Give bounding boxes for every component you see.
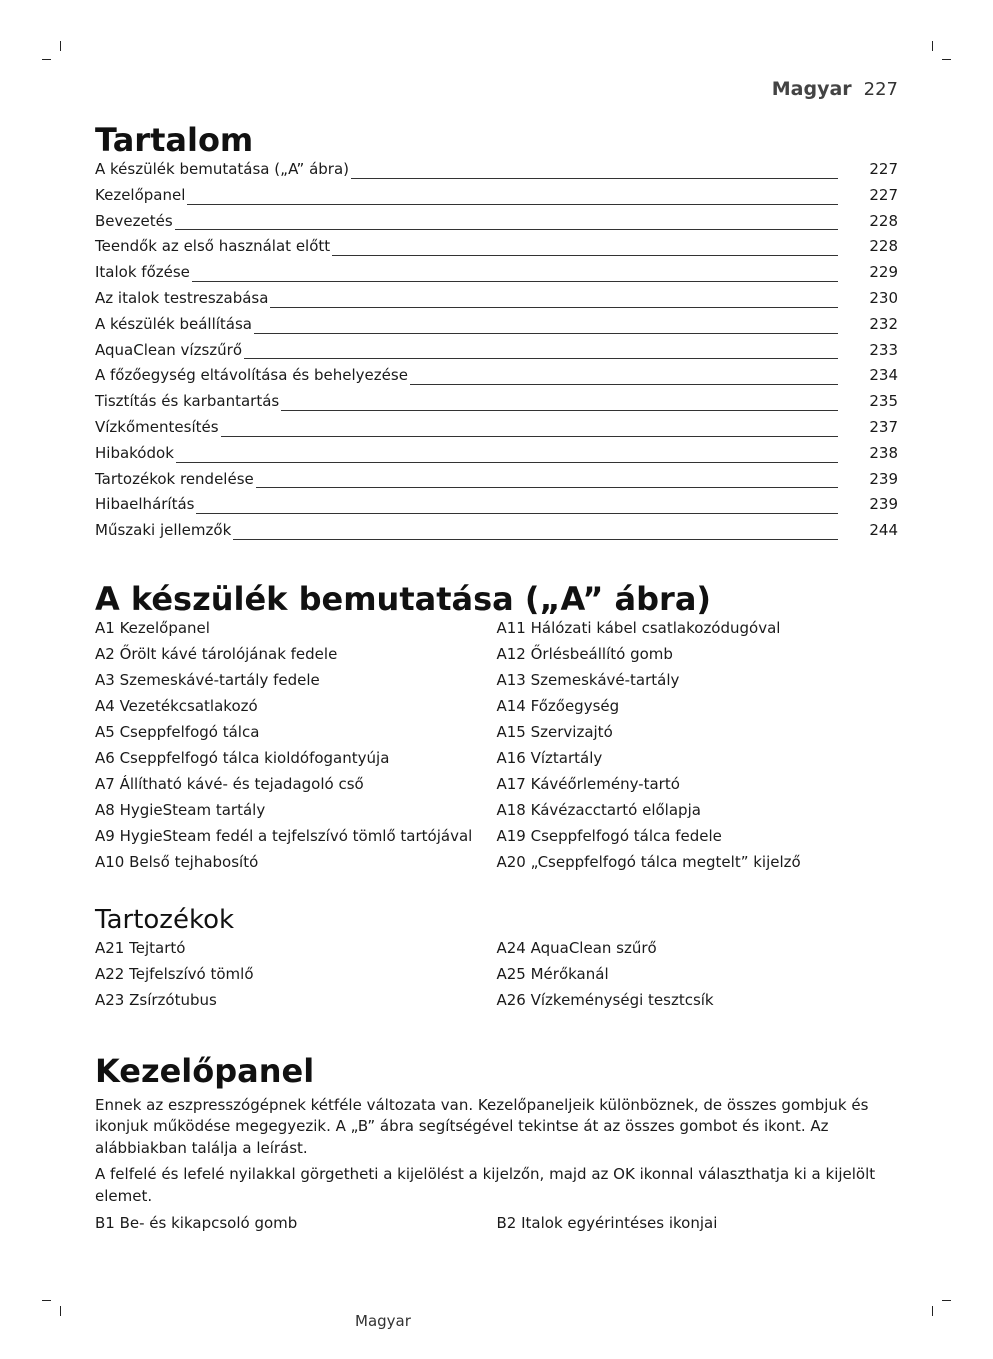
toc-entry-page: 238 xyxy=(869,443,898,462)
header-page-number: 227 xyxy=(863,79,898,100)
toc-entry-label: AquaClean vízszűrő xyxy=(95,340,243,359)
crop-mark xyxy=(932,1306,933,1316)
accessories-left-column xyxy=(95,937,497,1015)
toc-entry-label: Hibaelhárítás xyxy=(95,495,195,514)
accessories-right-column xyxy=(497,937,899,1015)
overview-item: A12 Őrlésbeállító gomb xyxy=(496,644,673,663)
toc-title: Tartalom xyxy=(95,121,254,159)
toc-leader-line xyxy=(233,538,838,540)
toc-entry xyxy=(95,444,898,470)
control-panel-paragraph-1: Ennek az eszpresszógépnek kétféle változata van. Kezelőpaneljeik különböznek, de összes gombjuk és ikonjuk működése megegyezik. A „B” ábra segítségével tekintse át az összes gombot és ikont. Az alábbiakban találja a leírást. xyxy=(95,1095,869,1157)
overview-item: A7 Állítható kávé- és tejadagoló cső xyxy=(95,774,364,793)
overview-left-column xyxy=(95,617,497,877)
toc-entry-label: Kezelőpanel xyxy=(95,185,186,204)
accessory-item: A24 AquaClean szűrő xyxy=(496,938,657,957)
toc-entry-label: A készülék beállítása xyxy=(95,314,252,333)
toc-entry-page: 235 xyxy=(869,392,898,411)
toc-leader-line xyxy=(351,177,838,179)
toc-leader-line xyxy=(192,280,838,282)
toc-leader-line xyxy=(176,461,838,463)
overview-item: A19 Cseppfelfogó tálca fedele xyxy=(496,826,722,845)
toc-entry xyxy=(95,366,898,392)
toc-entry-page: 239 xyxy=(869,495,898,514)
toc-entry-page: 234 xyxy=(869,366,898,385)
toc-entry-page: 237 xyxy=(869,417,898,436)
toc-entry-label: Tisztítás és karbantartás xyxy=(95,392,280,411)
toc-entry-page: 229 xyxy=(869,263,898,282)
table-of-contents xyxy=(95,160,898,547)
control-panel-item: B2 Italok egyérintéses ikonjai xyxy=(496,1214,718,1233)
toc-entry-page: 228 xyxy=(869,237,898,256)
overview-item: A20 „Cseppfelfogó tálca megtelt” kijelző xyxy=(496,852,801,871)
overview-item: A16 Víztartály xyxy=(496,748,603,767)
toc-leader-line xyxy=(221,435,838,437)
control-panel-paragraph-2: A felfelé és lefelé nyilakkal görgetheti a kijelölést a kijelzőn, majd az OK ikonnal választhatja ki a kijelölt elemet. xyxy=(95,1165,876,1205)
toc-entry xyxy=(95,495,898,521)
control-panel-item: B1 Be- és kikapcsoló gomb xyxy=(95,1214,298,1233)
toc-leader-line xyxy=(332,254,838,256)
overview-item: A1 Kezelőpanel xyxy=(95,618,210,637)
toc-entry-page: 227 xyxy=(869,160,898,178)
toc-entry-label: Italok főzése xyxy=(95,263,190,282)
overview-item: A11 Hálózati kábel csatlakozódugóval xyxy=(496,618,781,637)
toc-leader-line xyxy=(175,228,838,230)
toc-leader-line xyxy=(187,203,838,205)
header-language: Magyar xyxy=(771,78,852,100)
toc-entry-label: Az italok testreszabása xyxy=(95,288,269,307)
toc-leader-line xyxy=(244,357,838,359)
overview-item: A3 Szemeskávé-tartály fedele xyxy=(95,670,320,689)
control-panel-title: Kezelőpanel xyxy=(95,1051,315,1090)
toc-leader-line xyxy=(270,306,838,308)
overview-item: A6 Cseppfelfogó tálca kioldófogantyúja xyxy=(95,748,390,767)
overview-lists xyxy=(95,617,898,877)
toc-leader-line xyxy=(196,512,838,514)
control-panel-left-column xyxy=(95,1212,497,1238)
page-header xyxy=(772,78,898,100)
toc-entry xyxy=(95,470,898,496)
toc-leader-line xyxy=(410,383,838,385)
accessories-lists xyxy=(95,937,898,1015)
accessory-item: A21 Tejtartó xyxy=(95,938,186,957)
toc-entry-label: Vízkőmentesítés xyxy=(95,417,219,436)
toc-entry-page: 244 xyxy=(869,521,898,540)
toc-entry-label: Teendők az első használat előtt xyxy=(95,237,331,256)
accessories-title: Tartozékok xyxy=(95,904,235,935)
toc-entry xyxy=(95,289,898,315)
accessory-item: A26 Vízkeménységi tesztcsík xyxy=(496,990,714,1009)
toc-leader-line xyxy=(256,486,838,488)
overview-item: A14 Főzőegység xyxy=(496,696,620,715)
toc-entry-page: 230 xyxy=(869,288,898,307)
crop-mark xyxy=(942,59,951,60)
crop-mark xyxy=(42,59,51,60)
crop-mark xyxy=(60,41,61,51)
control-panel-lists xyxy=(95,1212,898,1238)
toc-entry xyxy=(95,392,898,418)
toc-entry xyxy=(95,418,898,444)
overview-item: A9 HygieSteam fedél a tejfelszívó tömlő tartójával xyxy=(95,826,473,845)
toc-entry xyxy=(95,186,898,212)
toc-entry xyxy=(95,160,898,186)
toc-entry-label: A készülék bemutatása („A” ábra) xyxy=(95,160,350,178)
toc-entry-page: 239 xyxy=(869,469,898,488)
overview-item: A8 HygieSteam tartály xyxy=(95,800,266,819)
overview-item: A18 Kávézacctartó előlapja xyxy=(496,800,701,819)
toc-entry xyxy=(95,341,898,367)
toc-entry-label: Tartozékok rendelése xyxy=(95,469,254,488)
overview-item: A17 Kávéőrlemény-tartó xyxy=(496,774,680,793)
overview-item: A2 Őrölt kávé tárolójának fedele xyxy=(95,644,338,663)
toc-entry-label: Bevezetés xyxy=(95,211,173,230)
control-panel-right-column xyxy=(497,1212,899,1238)
overview-item: A15 Szervizajtó xyxy=(496,722,613,741)
footer-language: Magyar xyxy=(355,1312,411,1330)
overview-item: A4 Vezetékcsatlakozó xyxy=(95,696,258,715)
toc-entry-page: 233 xyxy=(869,340,898,359)
overview-title: A készülék bemutatása („A” ábra) xyxy=(95,579,712,618)
overview-right-column xyxy=(497,617,899,877)
toc-entry xyxy=(95,237,898,263)
crop-mark xyxy=(60,1306,61,1316)
toc-entry-page: 232 xyxy=(869,314,898,333)
toc-entry-label: A főzőegység eltávolítása és behelyezése xyxy=(95,366,408,385)
crop-mark xyxy=(932,41,933,51)
toc-entry-label: Műszaki jellemzők xyxy=(95,521,232,540)
accessory-item: A22 Tejfelszívó tömlő xyxy=(95,964,254,983)
crop-mark xyxy=(42,1300,51,1301)
overview-item: A13 Szemeskávé-tartály xyxy=(496,670,680,689)
accessory-item: A23 Zsírzótubus xyxy=(95,990,217,1009)
toc-entry-page: 227 xyxy=(869,185,898,204)
toc-entry xyxy=(95,263,898,289)
overview-item: A5 Cseppfelfogó tálca xyxy=(95,722,260,741)
toc-entry xyxy=(95,315,898,341)
crop-mark xyxy=(942,1300,951,1301)
toc-leader-line xyxy=(281,409,838,411)
toc-entry-label: Hibakódok xyxy=(95,443,174,462)
page-content xyxy=(95,118,898,1238)
toc-entry xyxy=(95,521,898,547)
overview-item: A10 Belső tejhabosító xyxy=(95,852,259,871)
toc-entry xyxy=(95,212,898,238)
toc-leader-line xyxy=(254,332,838,334)
accessory-item: A25 Mérőkanál xyxy=(496,964,609,983)
toc-entry-page: 228 xyxy=(869,211,898,230)
